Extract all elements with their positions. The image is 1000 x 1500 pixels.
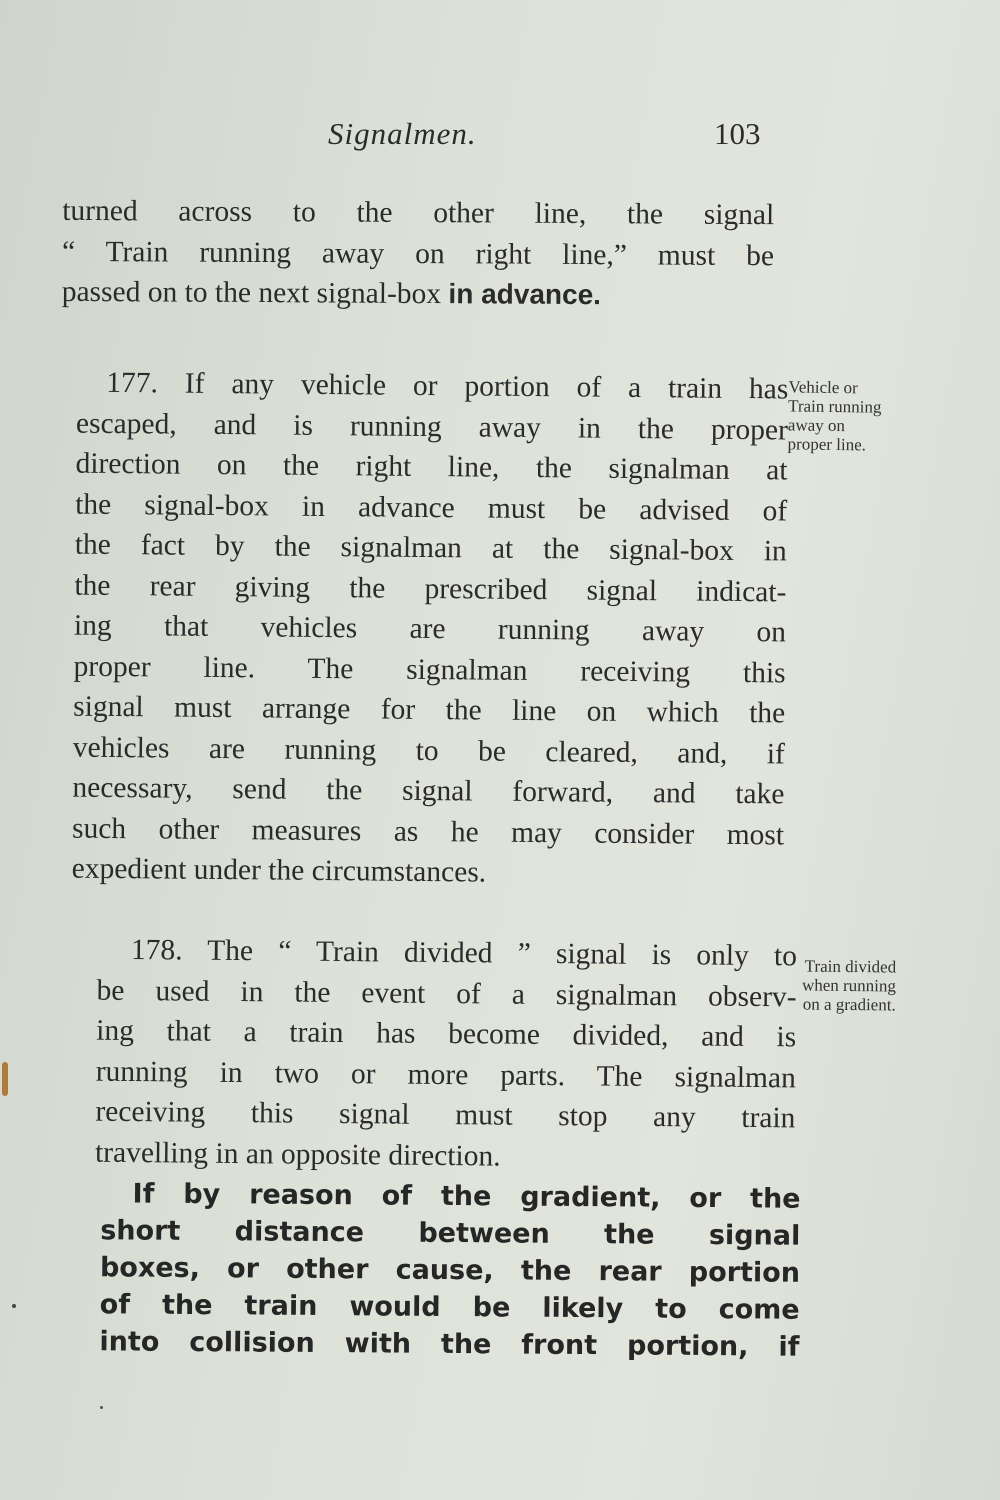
text-line: 178. The “ Train divided ” signal is only to: [130, 933, 798, 973]
bold-phrase: in advance.: [448, 278, 602, 311]
text-line: of the train would be likely to come: [99, 1289, 800, 1326]
sidenote-177: [787, 377, 881, 454]
text-line: such other measures as he may consider most: [71, 812, 785, 851]
text-line: the fact by the signalman at the signal-box in: [74, 528, 787, 568]
sidenote-line: Vehicle or: [788, 377, 858, 398]
text-line: [62, 272, 774, 317]
text-line: short distance between the signal: [100, 1215, 801, 1252]
text-line: the rear giving the prescribed signal indicat-: [74, 569, 787, 608]
margin-dot: [12, 1304, 16, 1308]
intro-paragraph: [62, 191, 775, 317]
text-line: proper line. The signalman receiving this: [73, 650, 786, 689]
text-line: into collision with the front portion, if: [99, 1326, 800, 1363]
sidenote-line: on a gradient.: [802, 994, 896, 1015]
text-line: “ Train running away on right line,” must be: [61, 235, 775, 272]
page-number: 103: [714, 116, 761, 151]
text-line: the signal-box in advance must be advised of: [75, 488, 788, 527]
text-line: ing that vehicles are running away on: [73, 609, 787, 649]
sidenote-line: Train divided: [804, 956, 897, 977]
text-line: If by reason of the gradient, or the: [132, 1178, 801, 1215]
running-head: [0, 116, 1000, 156]
text-line: necessary, send the signal forward, and take: [72, 771, 785, 811]
text-line: signal must arrange for the line on which the: [73, 690, 786, 730]
text-line: expedient under the circumstances.: [71, 852, 487, 889]
text-line: receiving this signal must stop any train: [95, 1095, 796, 1135]
text-line: boxes, or other cause, the rear portion: [99, 1252, 801, 1289]
text-line-segment: passed on to the next signal-box: [61, 275, 449, 311]
sidenote-line: away on: [787, 415, 846, 436]
margin-stain: [2, 1062, 8, 1096]
text-line: escaped, and is running away in the proper: [75, 407, 789, 446]
sidenote-line: Train running: [788, 396, 882, 417]
rule-178-paragraph: [95, 930, 797, 1180]
text-line: 177. If any vehicle or portion of a train has: [106, 366, 789, 406]
text-line: running in two or more parts. The signalman: [95, 1055, 796, 1094]
text-line: travelling in an opposite direction.: [94, 1136, 501, 1173]
bold-paragraph: [99, 1175, 800, 1365]
text-line: turned across to the other line, the signal: [62, 194, 775, 232]
text-line: ing that a train has become divided, and is: [96, 1014, 797, 1054]
page-title: Signalmen.: [328, 116, 477, 151]
sidenote-178: [802, 957, 897, 1015]
margin-dot: [100, 1406, 103, 1409]
sidenote-line: when running: [801, 975, 897, 996]
rule-177-paragraph: [71, 363, 788, 896]
text-line: be used in the event of a signalman observ-: [96, 974, 797, 1013]
text-line: direction on the right line, the signalman at: [75, 447, 788, 487]
sidenote-line: proper line.: [787, 434, 867, 455]
text-line: vehicles are running to be cleared, and, if: [72, 731, 785, 770]
